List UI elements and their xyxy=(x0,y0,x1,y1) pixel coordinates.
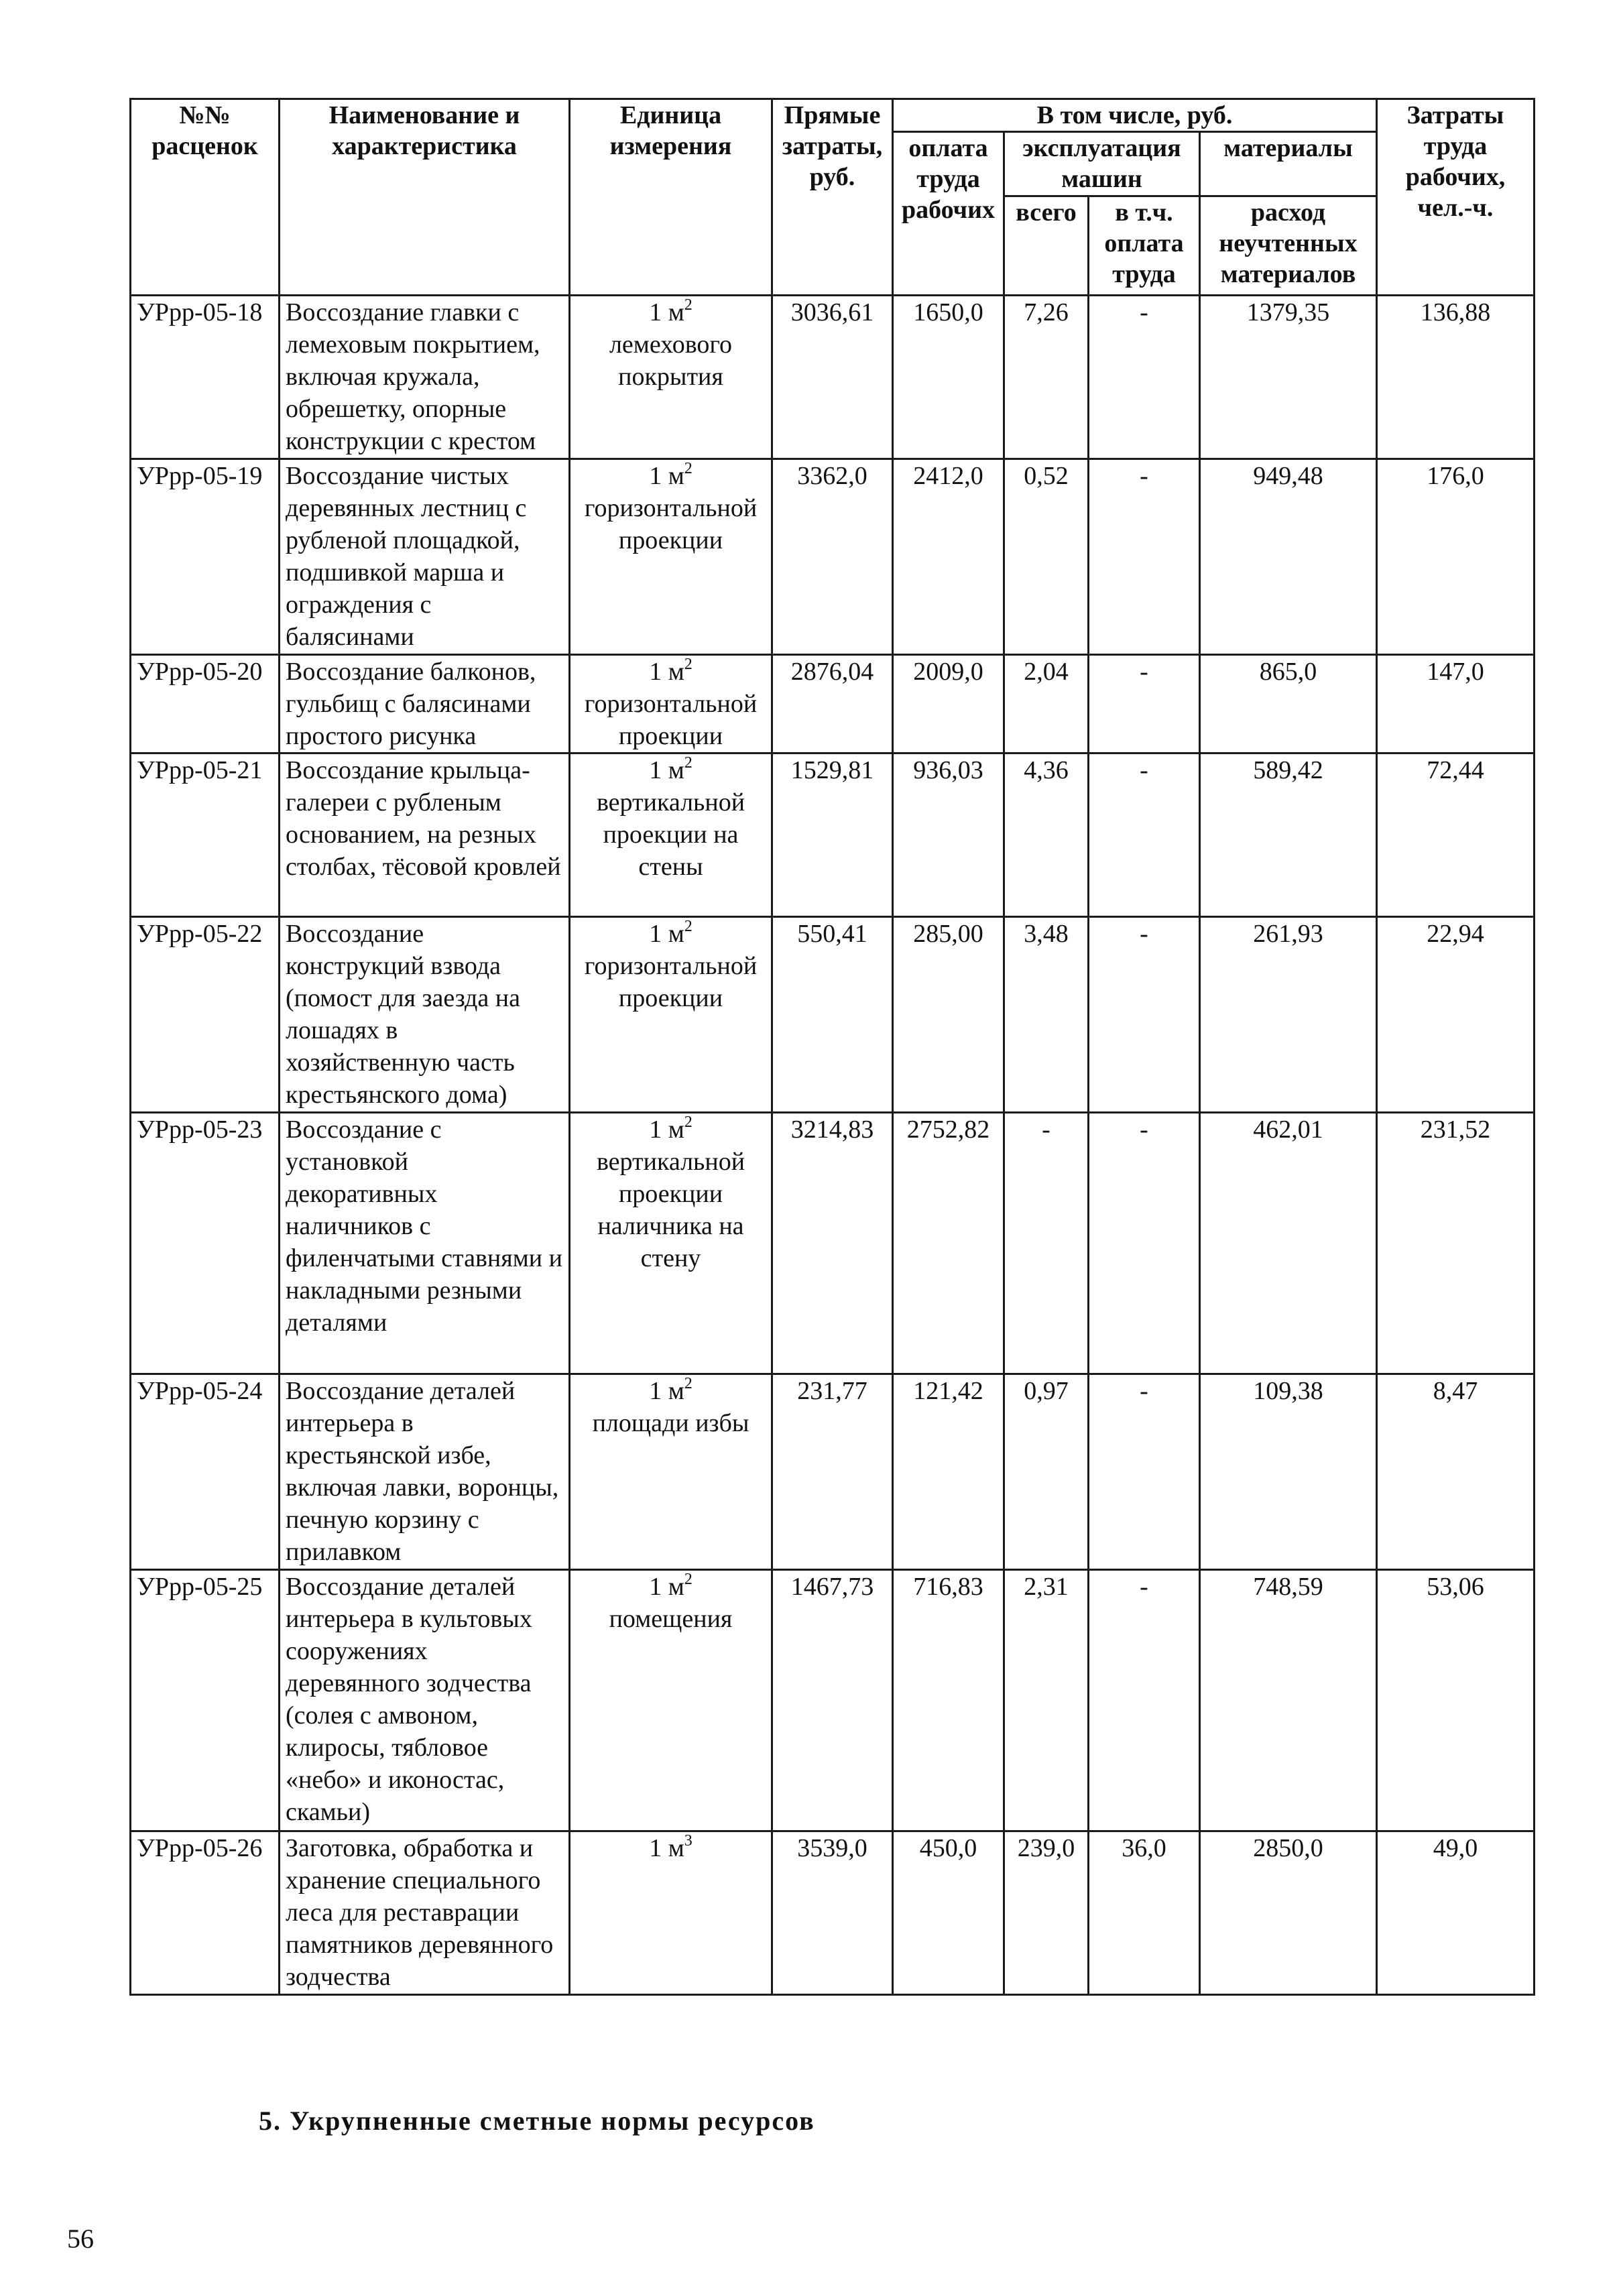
machines-total: 239,0 xyxy=(1004,1831,1089,1995)
labor-hours: 72,44 xyxy=(1377,753,1535,917)
machines-total: 3,48 xyxy=(1004,917,1089,1113)
materials-cost: 589,42 xyxy=(1200,753,1377,917)
machines-pay: - xyxy=(1089,296,1200,459)
header-name: Наименование и характеристика xyxy=(280,99,570,296)
table-row xyxy=(131,459,1535,655)
header-labor-hours: Затраты труда рабочих, чел.-ч. xyxy=(1377,99,1535,296)
labor-hours: 231,52 xyxy=(1377,1113,1535,1374)
table-row xyxy=(131,1570,1535,1831)
header-materials-unaccounted: расход неучтенных материалов xyxy=(1200,196,1377,296)
header-materials: материалы xyxy=(1200,132,1377,196)
table-body xyxy=(131,296,1535,1995)
rate-name: Воссоздание главки с лемеховым покрытием, включая кружала, обрешетку, опорные конструкции с крестом xyxy=(280,296,570,459)
direct-costs: 3036,61 xyxy=(772,296,893,459)
direct-costs: 3539,0 xyxy=(772,1831,893,1995)
machines-pay: - xyxy=(1089,753,1200,917)
materials-cost: 462,01 xyxy=(1200,1113,1377,1374)
table-header xyxy=(131,99,1535,296)
rate-name: Воссоздание деталей интерьера в культовых сооружениях деревянного зодчества (солея с амвоном, клиросы, тябловое «небо» и иконостас, скамьи) xyxy=(280,1570,570,1831)
machines-total: - xyxy=(1004,1113,1089,1374)
direct-costs: 1529,81 xyxy=(772,753,893,917)
machines-pay: - xyxy=(1089,655,1200,753)
header-machines-total: всего xyxy=(1004,196,1089,296)
machines-pay: - xyxy=(1089,917,1200,1113)
rate-unit: 1 $м^2$ вертикальной проекции на стены xyxy=(570,753,772,917)
labor-pay: 1650,0 xyxy=(893,296,1004,459)
labor-pay: 716,83 xyxy=(893,1570,1004,1831)
labor-pay: 2752,82 xyxy=(893,1113,1004,1374)
table-row xyxy=(131,296,1535,459)
materials-cost: 109,38 xyxy=(1200,1374,1377,1570)
machines-pay: 36,0 xyxy=(1089,1831,1200,1995)
rate-code: УРрр-05-23 xyxy=(131,1113,280,1374)
direct-costs: 550,41 xyxy=(772,917,893,1113)
rate-code: УРрр-05-24 xyxy=(131,1374,280,1570)
labor-hours: 147,0 xyxy=(1377,655,1535,753)
materials-cost: 865,0 xyxy=(1200,655,1377,753)
rate-name: Воссоздание конструкций взвода (помост для заезда на лошадях в хозяйственную часть крестьянского дома) xyxy=(280,917,570,1113)
header-unit: Единица измерения xyxy=(570,99,772,296)
page-number: 56 xyxy=(67,2224,94,2254)
rate-code: УРрр-05-19 xyxy=(131,459,280,655)
rates-table xyxy=(129,98,1535,1996)
direct-costs: 3362,0 xyxy=(772,459,893,655)
rate-code: УРрр-05-26 xyxy=(131,1831,280,1995)
rate-unit: 1 $м^2$ вертикальной проекции наличника на стену xyxy=(570,1113,772,1374)
materials-cost: 261,93 xyxy=(1200,917,1377,1113)
header-labor-pay: оплата труда рабочих xyxy=(893,132,1004,296)
machines-pay: - xyxy=(1089,1113,1200,1374)
rate-code: УРрр-05-21 xyxy=(131,753,280,917)
table-row xyxy=(131,1374,1535,1570)
machines-total: 0,97 xyxy=(1004,1374,1089,1570)
machines-pay: - xyxy=(1089,1570,1200,1831)
materials-cost: 2850,0 xyxy=(1200,1831,1377,1995)
direct-costs: 3214,83 xyxy=(772,1113,893,1374)
rate-name: Воссоздание крыльца-галереи с рубленым основанием, на резных столбах, тёсовой кровлей xyxy=(280,753,570,917)
labor-hours: 49,0 xyxy=(1377,1831,1535,1995)
labor-pay: 936,03 xyxy=(893,753,1004,917)
rate-name: Воссоздание с установкой декоративных наличников с филенчатыми ставнями и накладными резными деталями xyxy=(280,1113,570,1374)
machines-total: 2,31 xyxy=(1004,1570,1089,1831)
rate-unit: 1 $м^2$ горизонтальной проекции xyxy=(570,655,772,753)
labor-pay: 285,00 xyxy=(893,917,1004,1113)
header-code: №№ расценок xyxy=(131,99,280,296)
rate-code: УРрр-05-22 xyxy=(131,917,280,1113)
materials-cost: 949,48 xyxy=(1200,459,1377,655)
section-title: 5. Укрупненные сметные нормы ресурсов xyxy=(259,2106,815,2136)
direct-costs: 2876,04 xyxy=(772,655,893,753)
rate-code: УРрр-05-18 xyxy=(131,296,280,459)
materials-cost: 1379,35 xyxy=(1200,296,1377,459)
rate-unit: 1 $м^2$ площади избы xyxy=(570,1374,772,1570)
table-row xyxy=(131,753,1535,917)
machines-pay: - xyxy=(1089,1374,1200,1570)
rate-unit: 1 $м^2$ помещения xyxy=(570,1570,772,1831)
rate-name: Воссоздание чистых деревянных лестниц с рубленой площадкой, подшивкой марша и ограждения с балясинами xyxy=(280,459,570,655)
header-direct-costs: Прямые затраты, руб. xyxy=(772,99,893,296)
labor-hours: 176,0 xyxy=(1377,459,1535,655)
table-row xyxy=(131,1831,1535,1995)
machines-total: 2,04 xyxy=(1004,655,1089,753)
rate-name: Воссоздание деталей интерьера в крестьянской избе, включая лавки, воронцы, печную корзину с прилавком xyxy=(280,1374,570,1570)
labor-pay: 2412,0 xyxy=(893,459,1004,655)
rate-code: УРрр-05-25 xyxy=(131,1570,280,1831)
labor-hours: 136,88 xyxy=(1377,296,1535,459)
direct-costs: 231,77 xyxy=(772,1374,893,1570)
rate-unit: 1 $м^2$ лемехового покрытия xyxy=(570,296,772,459)
direct-costs: 1467,73 xyxy=(772,1570,893,1831)
table-row xyxy=(131,917,1535,1113)
table-row xyxy=(131,655,1535,753)
labor-pay: 450,0 xyxy=(893,1831,1004,1995)
header-machines-pay: в т.ч. оплата труда xyxy=(1089,196,1200,296)
labor-hours: 8,47 xyxy=(1377,1374,1535,1570)
table-row xyxy=(131,1113,1535,1374)
machines-pay: - xyxy=(1089,459,1200,655)
labor-hours: 22,94 xyxy=(1377,917,1535,1113)
rate-name: Воссоздание балконов, гульбищ с балясинами простого рисунка xyxy=(280,655,570,753)
labor-hours: 53,06 xyxy=(1377,1570,1535,1831)
rate-code: УРрр-05-20 xyxy=(131,655,280,753)
rate-unit: 1 $м^3$ xyxy=(570,1831,772,1995)
labor-pay: 121,42 xyxy=(893,1374,1004,1570)
header-including: В том числе, руб. xyxy=(893,99,1377,132)
machines-total: 4,36 xyxy=(1004,753,1089,917)
materials-cost: 748,59 xyxy=(1200,1570,1377,1831)
labor-pay: 2009,0 xyxy=(893,655,1004,753)
machines-total: 0,52 xyxy=(1004,459,1089,655)
rate-name: Заготовка, обработка и хранение специального леса для реставрации памятников деревянного зодчества xyxy=(280,1831,570,1995)
header-machines: эксплуатация машин xyxy=(1004,132,1200,196)
rate-unit: 1 $м^2$ горизонтальной проекции xyxy=(570,917,772,1113)
rate-unit: 1 $м^2$ горизонтальной проекции xyxy=(570,459,772,655)
machines-total: 7,26 xyxy=(1004,296,1089,459)
